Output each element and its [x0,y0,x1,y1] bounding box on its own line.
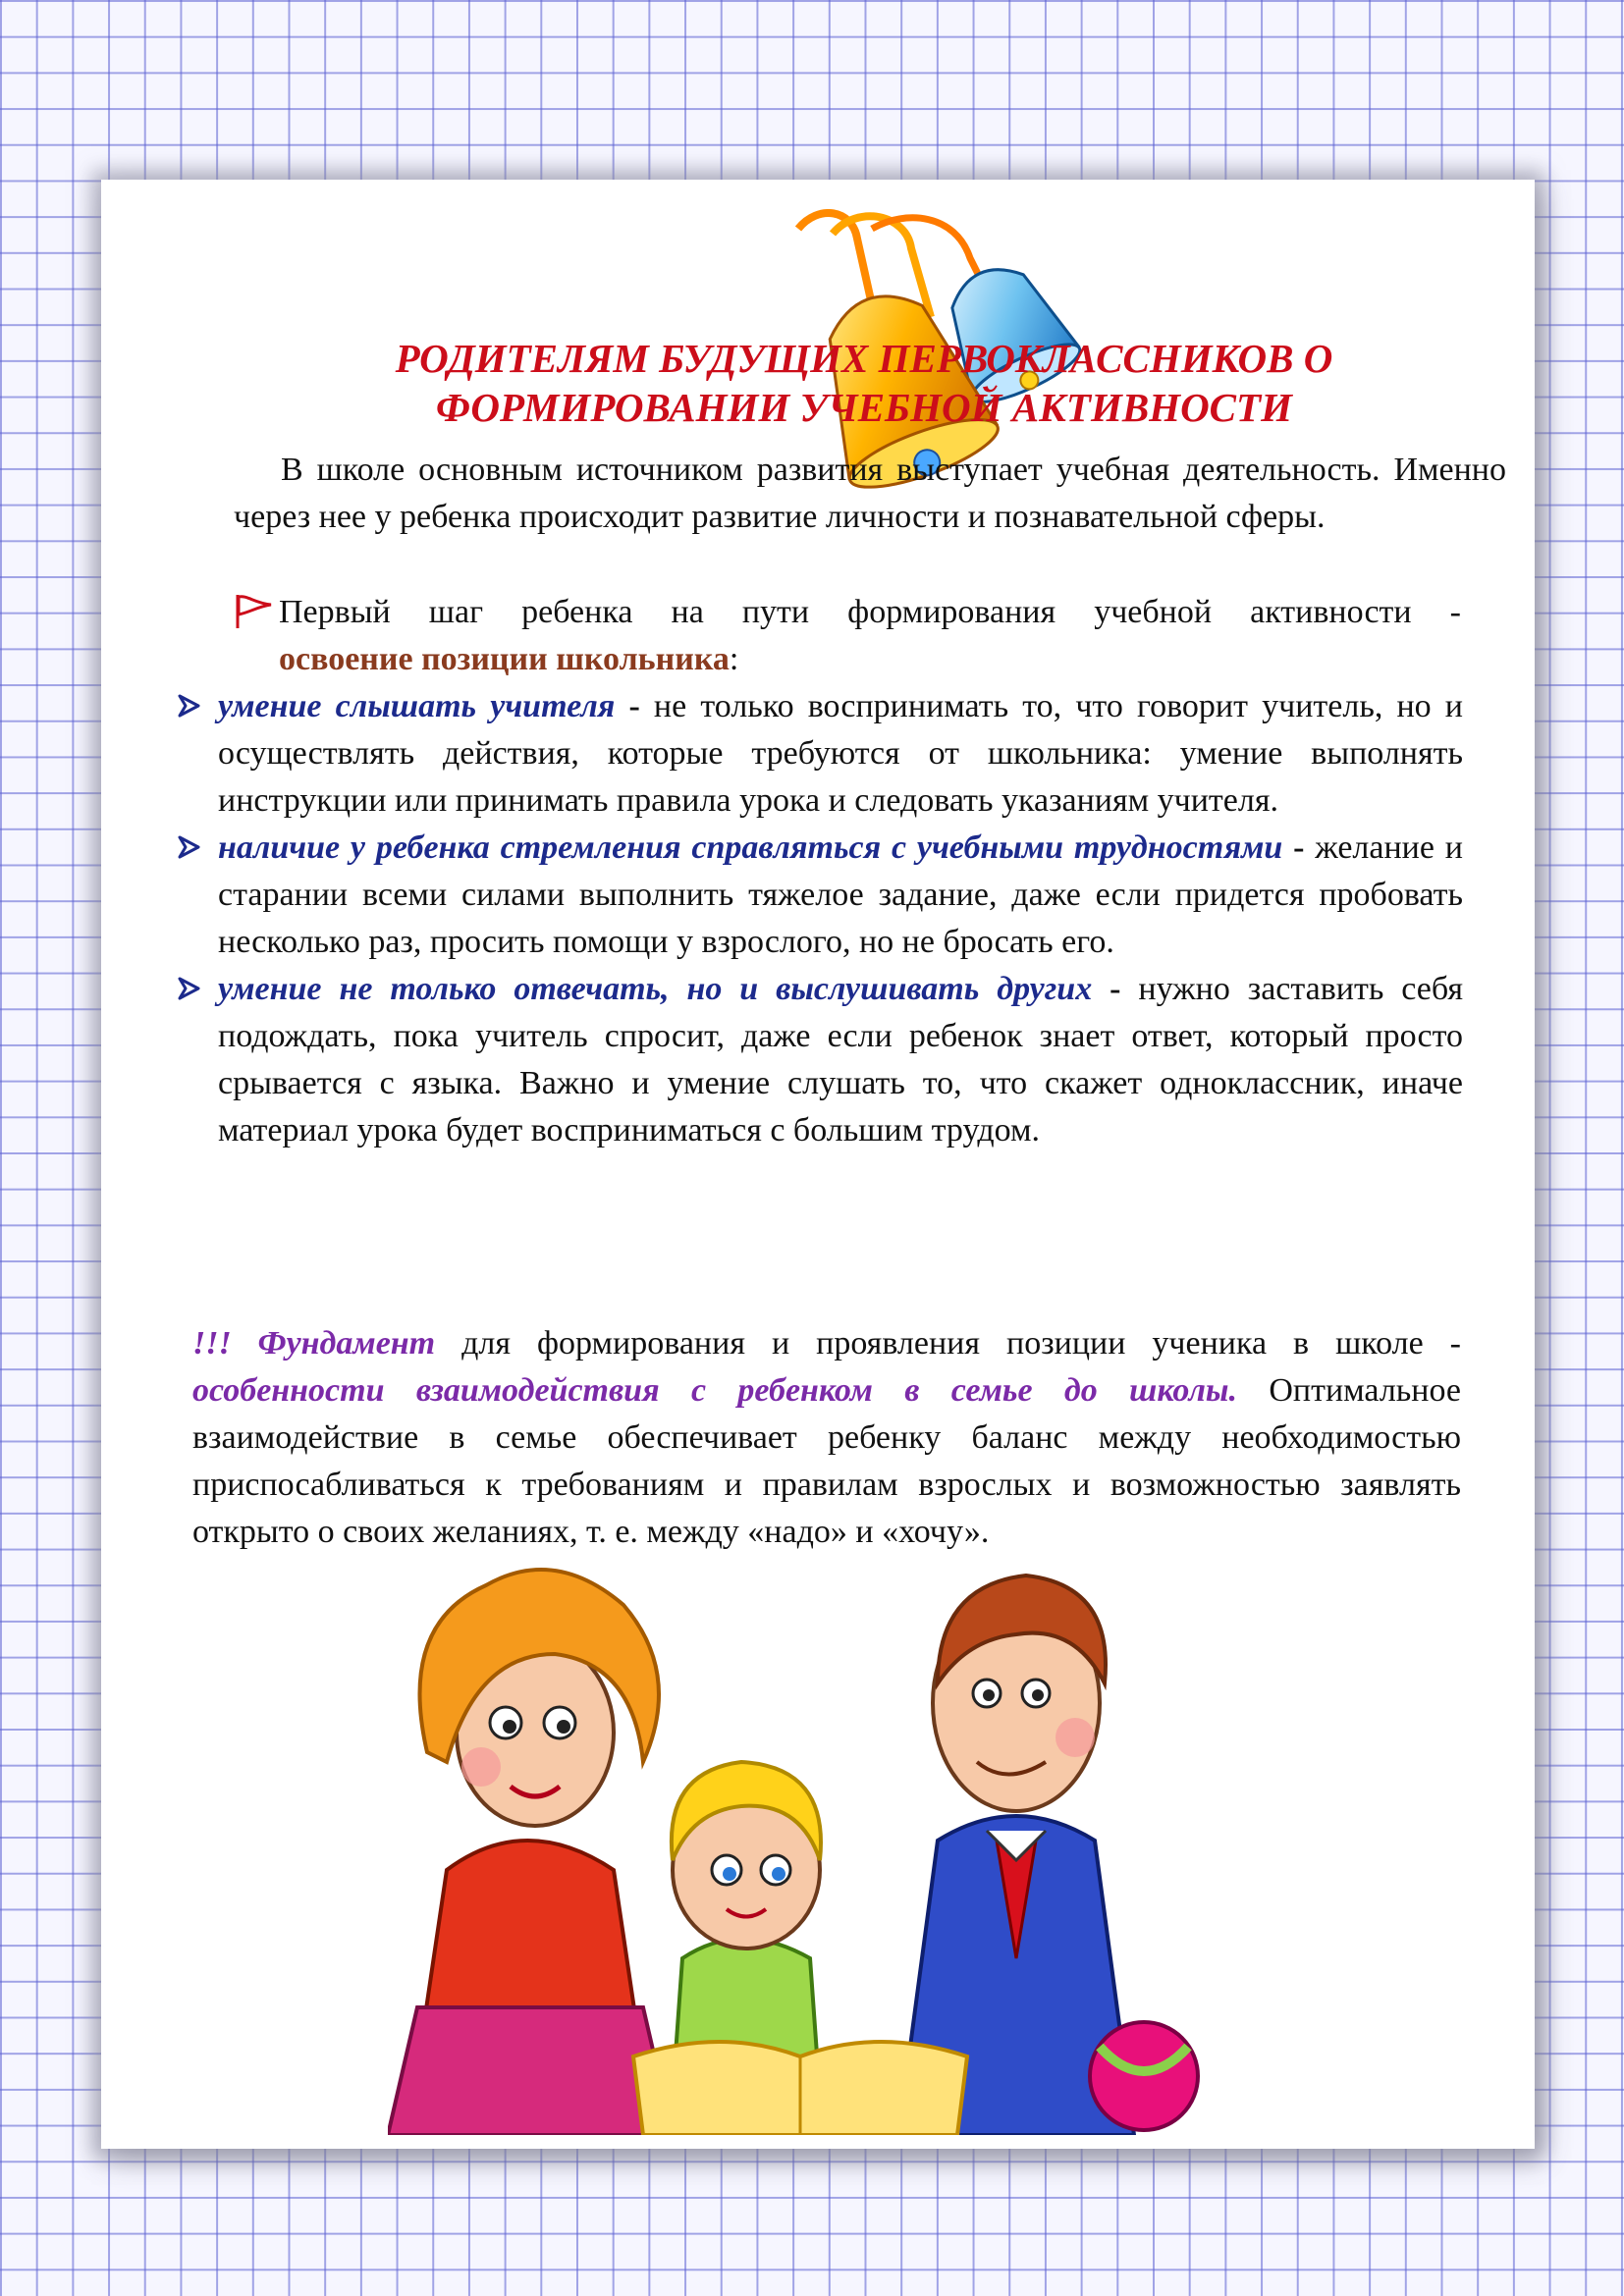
list-item [167,683,1463,825]
bullet-text: желание и старании всеми силами выполнить тяжелое задание, даже если придется пробовать несколько раз, просить помощи у взрослого, но не бросать его. [218,829,1463,960]
page-sheet [101,180,1535,2149]
arrow-bullet-icon [177,834,202,860]
arrow-bullet-icon [177,693,202,719]
bullet-separator: - [1282,829,1316,866]
list-item [167,825,1463,966]
flag-icon [234,593,275,630]
skills-list [167,683,1463,1154]
family-illustration [388,1546,1252,2135]
bullet-term: умение не только отвечать, но и выслушивать других [218,971,1093,1007]
bullet-separator: - [615,688,654,724]
foundation-text-2: Оптимальное взаимодействие в семье обеспечивает ребенку баланс между необходимостью приспосабливаться к требованиям и правилам взрослых и возможностью заявлять открыто о своих желаниях, т. е. между «надо» и «хочу». [192,1372,1461,1550]
foundation-text-1: для формирования и проявления позиции ученика в школе - [435,1325,1461,1362]
intro-paragraph: В школе основным источником развития выступает учебная деятельность. Именно через нее у ребенка происходит развитие личности и познавательной сферы. [234,452,1506,535]
bullet-term: умение слышать учителя [218,688,616,724]
foundation-paragraph [192,1320,1461,1556]
bullet-text: нужно заставить себя подождать, пока учитель спросит, даже если ребенок знает ответ, который просто срывается с языка. Важно и умение слушать то, что скажет одноклассник, иначе материал урока будет восприниматься с большим трудом. [218,971,1463,1148]
bullet-term: наличие у ребенка стремления справляться с учебными трудностями [218,829,1283,866]
arrow-bullet-icon [177,976,202,1001]
foundation-highlight: особенности взаимодействия с ребенком в семье до школы. [192,1372,1238,1409]
foundation-lead: !!! Фундамент [192,1325,436,1362]
title-line-1: РОДИТЕЛЯМ БУДУЩИХ ПЕРВОКЛАССНИКОВ О [395,336,1333,381]
title-line-2: ФОРМИРОВАНИИ УЧЕБНОЙ АКТИВНОСТИ [436,385,1292,430]
list-item [167,966,1463,1154]
first-step-highlight: освоение позиции школьника [279,641,730,677]
bullet-text: не только воспринимать то, что говорит учитель, но и осуществлять действия, которые требуются от школьника: умение выполнять инструкции или принимать правила урока и следовать указаниям учителя. [218,688,1464,819]
first-step-text: Первый шаг ребенка на пути формирования учебной активности - [279,594,1461,630]
first-step-paragraph [234,589,1461,683]
page-title [226,334,1502,432]
first-step-end: : [729,641,739,677]
bullet-separator: - [1092,971,1139,1007]
